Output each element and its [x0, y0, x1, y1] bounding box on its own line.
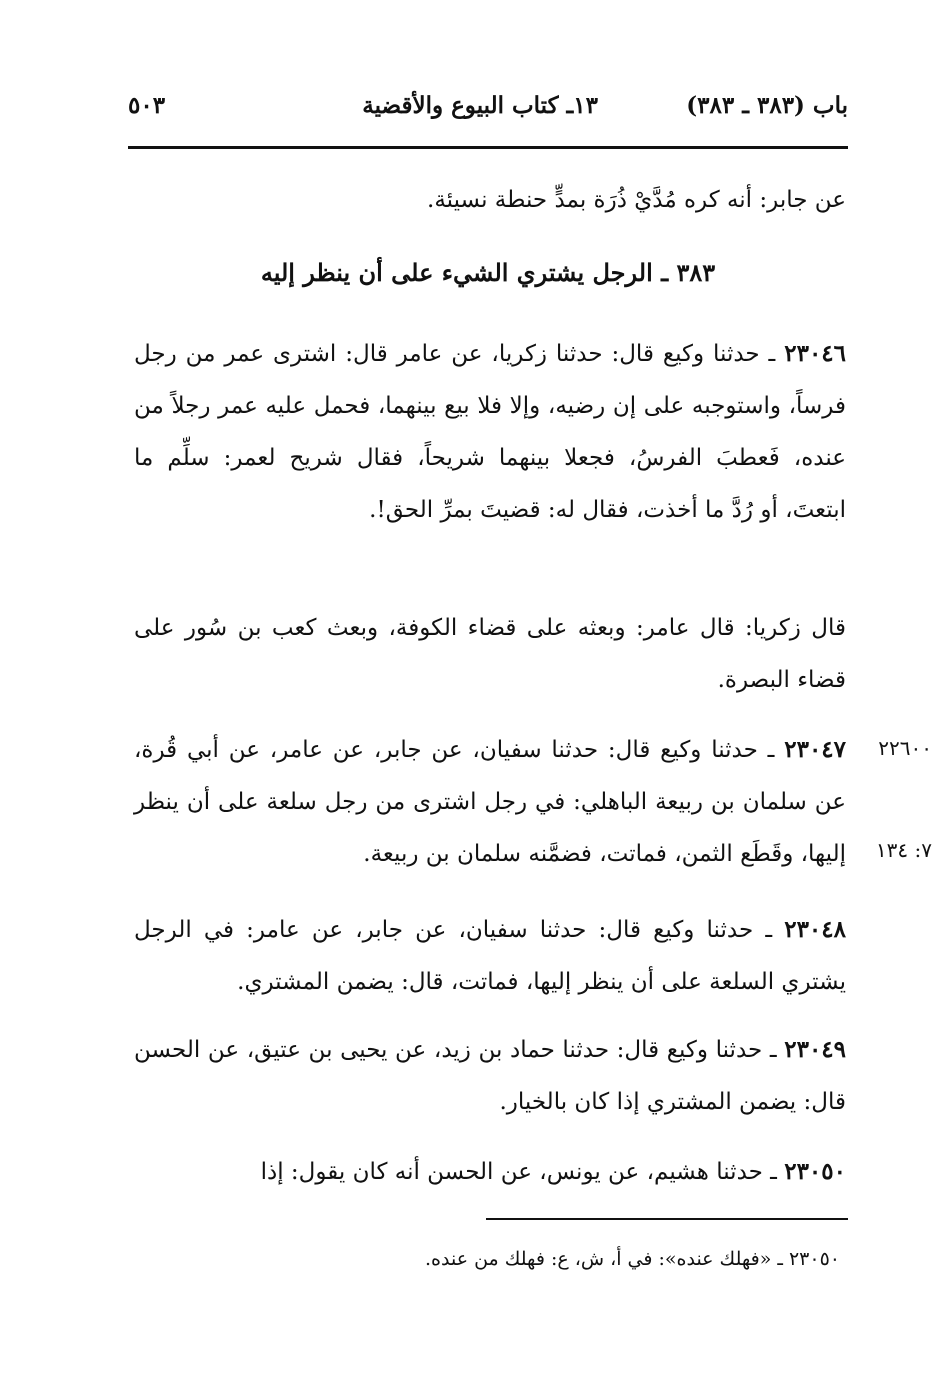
hadith-paragraph	[134, 328, 846, 536]
header-chapter: باب (٣٨٣ ـ ٣٨٣)	[686, 92, 848, 119]
hadith-number: ٢٣٠٤٧	[784, 736, 847, 763]
hadith-text: ـ حدثنا وكيع قال: حدثنا زكريا، عن عامر قال: اشترى عمر من رجل فرساً، واستوجبه على إن رضيه، وإلا فلا بيع بينهما، فحمل عليه عمر رجلاً من عنده، فَعطبَ الفرسُ، فجعلا بينهما شريحاً، فقال شريح لعمر: سلِّم ما ابتعتَ، أو رُدَّ ما أخذت، فقال له: قضيتَ بمرِّ الحق!.	[134, 341, 846, 523]
hadith-paragraph	[134, 724, 846, 880]
intro-line: عن جابر: أنه كره مُدَّيْ ذُرَة بمدٍّ حنطة نسيئة.	[427, 187, 846, 213]
footnote: ٢٣٠٥٠ ـ «فهلك عنده»: في أ، ش، ع: فهلك من عنده.	[425, 1248, 840, 1270]
footnote-rule	[486, 1218, 848, 1220]
margin-note: ٢٢٦٠٠	[878, 736, 932, 760]
hadith-text: ـ حدثنا وكيع قال: حدثنا سفيان، عن جابر، عن عامر: في الرجل يشتري السلعة على أن ينظر إليها، فماتت، قال: يضمن المشتري.	[134, 917, 846, 995]
running-header	[128, 92, 848, 136]
page-number: ٥٠٣	[128, 92, 166, 119]
hadith-text: قال زكريا: قال عامر: وبعثه على قضاء الكوفة، وبعث كعب بن سُور على قضاء البصرة.	[134, 615, 846, 693]
hadith-number: ٢٣٠٤٩	[784, 1036, 847, 1063]
hadith-number: ٢٣٠٤٦	[784, 340, 847, 367]
header-rule	[128, 146, 848, 149]
hadith-paragraph	[134, 1146, 846, 1198]
hadith-text: ـ حدثنا وكيع قال: حدثنا حماد بن زيد، عن يحيى بن عتيق، عن الحسن قال: يضمن المشتري إذا كان بالخيار.	[134, 1037, 846, 1115]
section-heading: ٣٨٣ ـ الرجل يشتري الشيء على أن ينظر إليه	[260, 258, 716, 287]
hadith-number: ٢٣٠٥٠	[784, 1158, 846, 1185]
margin-note: ٧: ١٣٤	[875, 838, 932, 862]
hadith-paragraph	[134, 1024, 846, 1128]
hadith-text: ـ حدثنا وكيع قال: حدثنا سفيان، عن جابر، عن عامر، عن أبي قُرة، عن سلمان بن ربيعة الباهلي: في رجل اشترى من رجل سلعة على أن ينظر إليها، وقَطَع الثمن، فماتت، فضمَّنه سلمان بن ربيعة.	[134, 737, 846, 867]
header-book-title: ١٣ـ كتاب البيوع والأقضية	[362, 92, 598, 119]
hadith-paragraph	[134, 602, 846, 706]
hadith-paragraph	[134, 904, 846, 1008]
hadith-number: ٢٣٠٤٨	[784, 916, 846, 943]
hadith-text: ـ حدثنا هشيم، عن يونس، عن الحسن أنه كان يقول: إذا	[260, 1159, 777, 1185]
